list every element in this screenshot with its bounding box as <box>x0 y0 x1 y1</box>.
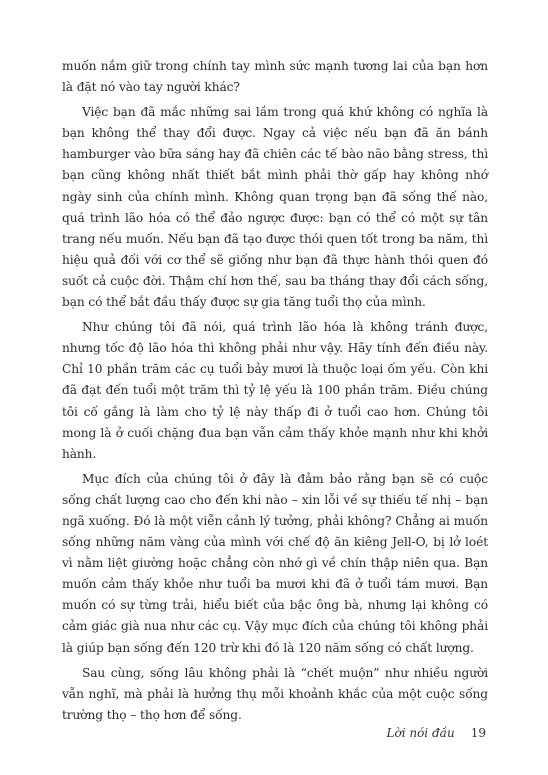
page-number: 19 <box>470 726 486 740</box>
paragraph-2: Việc bạn đã mắc những sai lầm trong quá khứ không có nghĩa là bạn không thể thay đổi được. Ngay cả việc nếu bạn đã ăn bánh hamburger vào bữa sáng hay đã chiên các tế bào não bằng stress, thì bạn cũng không nhất thiết bắt mình phải thờ gấp hay không nhớ ngày sinh của chính mình. Không quan trọng bạn đã sống thế nào, quá trình lão hóa có thể đảo ngược được: bạn có thể có một sự tân trang nếu muốn. Nếu bạn đã tạo được thói quen tốt trong ba năm, thì hiệu quả đối với cơ thể sẽ giống như bạn đã thực hành thói quen đó suốt cả cuộc đời. Thậm chí hơn thế, sau ba tháng thay đổi cách sống, bạn có thể bắt đầu thấy được sự gia tăng tuổi thọ của mình. <box>62 105 488 310</box>
paragraph-5: Sau cùng, sống lâu không phải là “chết muộn” như nhiều người vẫn nghĩ, mà phải là hưởng thụ mỗi khoảnh khắc của một cuộc sống trường thọ – thọ hơn để sống. <box>62 665 488 722</box>
paragraph-4: Mục đích của chúng tôi ở đây là đảm bảo rằng bạn sẽ có cuộc sống chất lượng cao cho đến khi nào – xin lỗi về sự thiếu tế nhị – bạn ngã xuống. Đó là một viễn cảnh lý tưởng, phải không? Chẳng ai muốn sống những năm vàng của mình với chế độ ăn kiêng Jell-O, bị lở loét vì nằm liệt giường hoặc chẳng còn nhớ gì về chín thập niên qua. Bạn muốn cảm thấy khỏe như tuổi ba mươi khi đã ở tuổi tám mươi. Bạn muốn có sự từng trải, hiểu biết của bậc ông bà, nhưng lại không có cảm giác già nua như các cụ. Vậy mục đích của chúng tôi không phải là giúp bạn sống đến 120 trừ khi đó là 120 năm sống có chất lượng. <box>62 471 488 655</box>
running-footer-title: Lời nói đầu <box>386 726 455 740</box>
page-body <box>62 56 488 726</box>
paragraph-3: Như chúng tôi đã nói, quá trình lão hóa là không tránh được, nhưng tốc độ lão hóa thì không phải như vậy. Hãy tính đến điều này. Chỉ 10 phần trăm các cụ tuổi bảy mươi là thuộc loại ốm yếu. Còn khi đã đạt đến tuổi một trăm thì tỷ lệ yếu là 100 phần trăm. Điều chúng tôi cố gắng là làm cho tỷ lệ này thấp đi ở tuổi cao hơn. Chúng tôi mong là ở cuối chặng đua bạn vẫn cảm thấy khỏe mạnh như khi khởi hành. <box>62 320 488 461</box>
paragraph-1: muốn nắm giữ trong chính tay mình sức mạnh tương lai của bạn hơn là đặt nó vào tay người khác? <box>62 59 488 95</box>
page-footer <box>387 726 487 740</box>
